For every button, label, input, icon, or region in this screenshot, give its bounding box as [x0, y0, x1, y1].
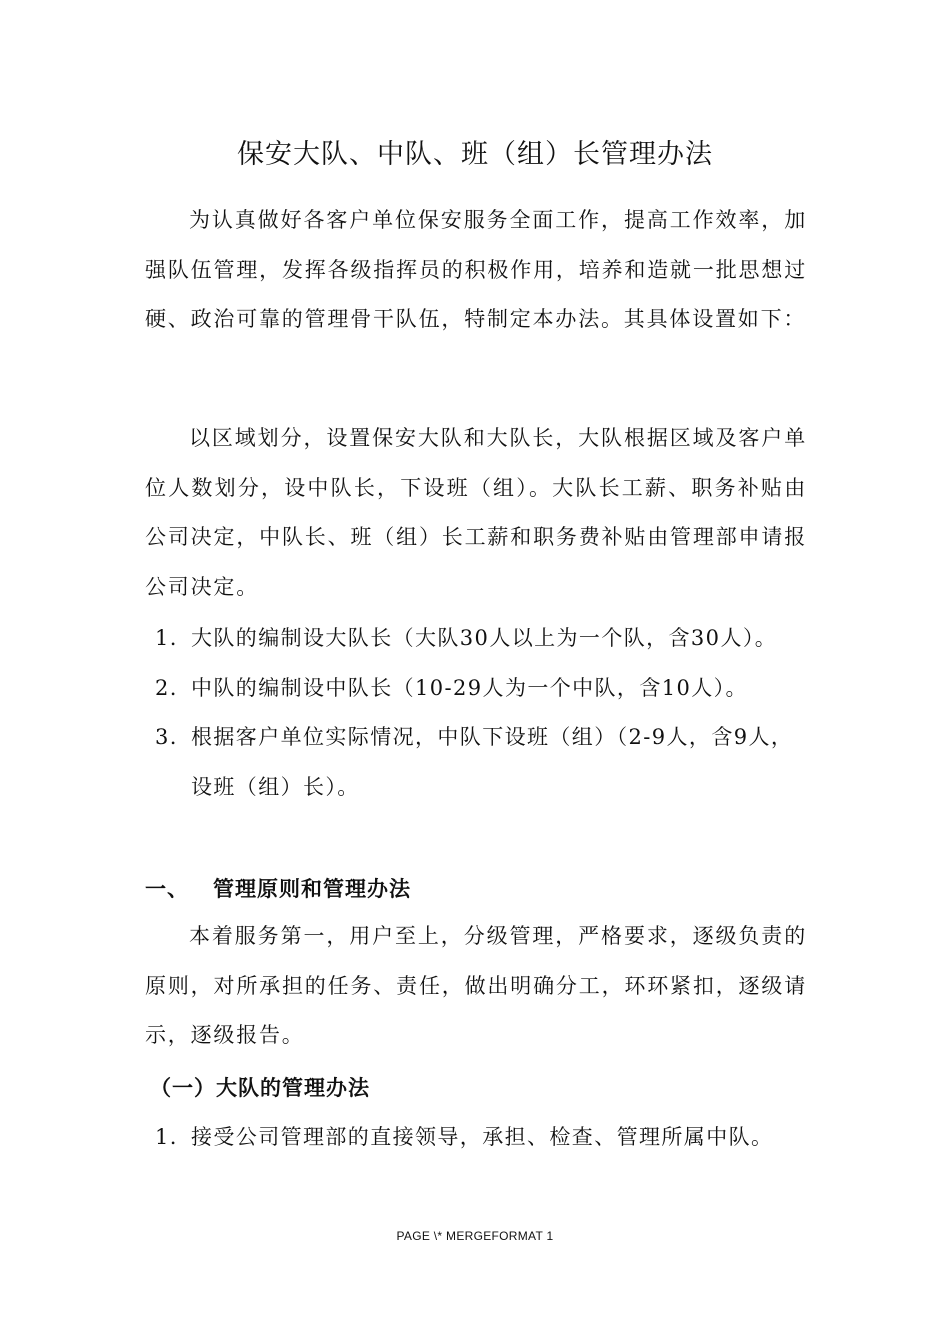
section-heading	[145, 873, 411, 903]
setup-paragraph: 以区域划分，设置保安大队和大队长，大队根据区域及客户单位人数划分，设中队长，下设班（组）。大队长工薪、职务补贴由公司决定，中队长、班（组）长工薪和职务费补贴由管理部申请报公司决定。	[145, 426, 807, 599]
list-item-number: 1.	[155, 626, 178, 650]
list-item-text: 中队的编制设中队长（10-29人为一个中队，含10人）。	[191, 675, 748, 700]
principle-paragraph: 本着服务第一，用户至上，分级管理，严格要求，逐级负责的原则，对所承担的任务、责任，做出明确分工，环环紧扣，逐级请示，逐级报告。	[145, 924, 807, 1047]
document-title: 保安大队、中队、班（组）长管理办法	[237, 139, 713, 170]
brigade-duties-list	[145, 1113, 807, 1163]
organization-list	[145, 614, 807, 812]
list-item	[145, 713, 807, 812]
list-item	[145, 614, 807, 664]
page-footer: PAGE \* MERGEFORMAT 1	[396, 1229, 554, 1243]
list-item-text: 接受公司管理部的直接领导，承担、检查、管理所属中队。	[191, 1125, 774, 1149]
subsection-heading: （一）大队的管理办法	[150, 1076, 370, 1100]
list-item-number: 2.	[155, 675, 178, 700]
list-item-text: 根据客户单位实际情况，中队下设班（组）（2-9人，含9人，设班（组）长）。	[191, 725, 794, 799]
intro-paragraph: 为认真做好各客户单位保安服务全面工作，提高工作效率，加强队伍管理，发挥各级指挥员的积极作用，培养和造就一批思想过硬、政治可靠的管理骨干队伍，特制定本办法。其具体设置如下：	[145, 208, 807, 331]
section-title: 管理原则和管理办法	[213, 877, 411, 901]
list-item-number: 1.	[155, 1125, 178, 1149]
section-number: 一、	[145, 877, 189, 901]
list-item-number: 3.	[155, 725, 178, 749]
list-item	[145, 1113, 807, 1163]
list-item	[145, 664, 807, 714]
list-item-text: 大队的编制设大队长（大队30人以上为一个队，含30人）。	[191, 626, 778, 650]
